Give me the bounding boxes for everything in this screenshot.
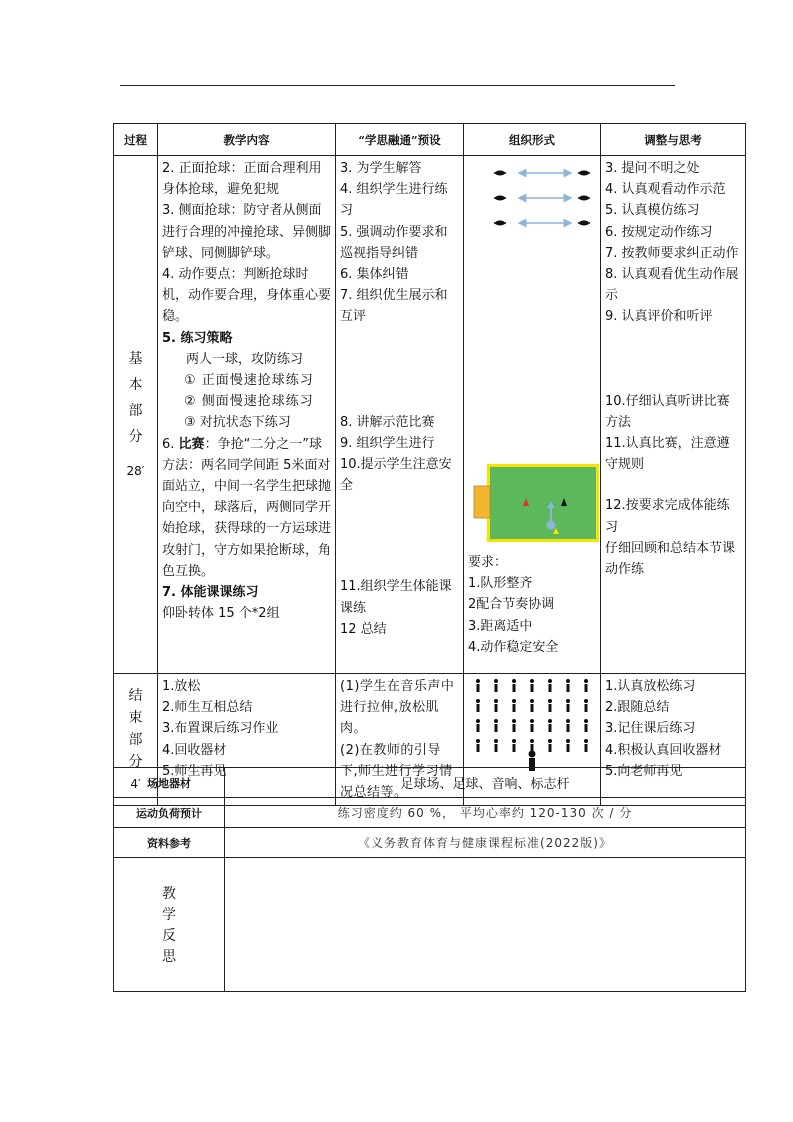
student-figure-icon [530,699,534,712]
adjust-line: 5. 认真模仿练习 [605,203,700,219]
footer-table [113,767,746,992]
preset-line: 10.提示学生注意安全 [340,457,452,494]
basic-part-row [114,156,746,674]
reflection-area[interactable] [225,858,746,992]
adjust-line: 8. 认真观看优生动作展示 [605,267,739,304]
preset-line: 4. 组织学生进行练习 [340,182,448,219]
student-figure-icon [530,679,534,692]
requirement-item: 1.队形整齐 [468,576,533,592]
load-value: 练习密度约 60 %， 平均心率约 120-130 次 / 分 [225,798,746,828]
venue-value: 足球场、足球、音响、标志杆 [225,768,746,798]
ending-content-line: 5.师生再见 [162,763,227,779]
formation-icon [464,674,601,774]
reference-row [114,828,746,858]
match-field-diagram [464,462,600,548]
table-header-row [114,124,746,156]
header-process: 过程 [114,124,158,156]
ending-preset-line: (1)学生在音乐声中进行拉伸,放松肌肉。 [340,679,455,737]
header-content: 教学内容 [158,124,336,156]
content-line: ① 正面慢速抢球练习 [184,373,314,389]
venue-row [114,768,746,798]
student-figure-icon [548,719,552,732]
header-organization: 组织形式 [464,124,601,156]
requirement-item: 3.距离适中 [468,618,533,634]
load-label: 运动负荷预计 [114,798,225,828]
ending-preset-line: (2)在教师的引导下,师生进行学习情况总结等。 [340,742,453,801]
load-row [114,798,746,828]
student-figure-icon [584,699,588,712]
adjust-line: 仔细回顾和总结本节课动作练 [605,540,736,578]
content-line: ③ 对抗状态下练习 [184,415,291,431]
preset-line: 12 总结 [340,621,387,637]
basic-content-cell [158,156,336,674]
student-figure-icon [512,699,516,712]
reflection-row [114,858,746,992]
content-line: 3. 侧面抢球：防守者从侧面进行合理的冲撞抢球、异侧脚铲球、同侧脚铲球。 [162,203,332,261]
content-line: 4. 动作要点：判断抢球时机，动作要合理，身体重心要稳。 [162,267,332,325]
student-figure-icon [494,679,498,692]
preset-line: 6. 集体纠错 [340,267,409,283]
student-figure-icon [476,739,480,752]
header-preset: “学思融通”预设 [336,124,464,156]
requirement-item: 2配合节奏协调 [468,597,555,613]
preset-line: 11.组织学生体能课课练 [340,579,452,616]
content-line: 2. 正面抢球：正面合理利用身体抢球，避免犯规 [162,161,322,198]
venue-label: 场地器材 [114,768,225,798]
content-line: 方法：两名同学间距 5米面对面站立，中间一名学生把球抛向空中，球落后，两侧同学开始抢球，获得球的一方运球进攻射门，守方如果抢断球，角色互换。 [162,457,332,579]
reflection-label: 教 学 反 思 [114,858,225,992]
preset-line: 5. 强调动作要求和巡视指导纠错 [340,224,448,261]
basic-organization-cell [464,156,601,674]
basic-adjust-cell [601,156,746,674]
content-line: ② 侧面慢速抢球练习 [184,394,314,410]
student-figure-icon [494,719,498,732]
adjust-line: 4. 认真观看动作示范 [605,182,726,198]
content-heading: 5. 练习策略 [162,330,233,346]
ending-adjust-line: 4.积极认真回收器材 [605,742,722,758]
student-figure-icon [548,699,552,712]
student-figure-icon [584,679,588,692]
requirement-item: 4.动作稳定安全 [468,639,559,655]
content-line: 仰卧转体 15 个*2组 [162,606,280,622]
preset-line: 9. 组织学生进行 [340,435,435,451]
content-heading: 7. 体能课课练习 [162,585,259,601]
student-figure-icon [476,679,480,692]
student-figure-icon [530,739,534,752]
pair-drill-icon [464,162,601,234]
student-figure-icon [494,699,498,712]
student-figure-icon [566,679,570,692]
ending-adjust-line: 5.向老师再见 [605,763,683,779]
ending-content-line: 4.回收器材 [162,742,227,758]
adjust-line: 9. 认真评价和听评 [605,309,713,325]
student-figure-icon [584,719,588,732]
ending-content-line: 2.师生互相总结 [162,700,253,716]
lesson-plan-table [113,123,746,806]
pair-drill-diagram [464,156,600,238]
basic-preset-cell [336,156,464,674]
content-line: 6. 比赛：争抢“二分之一”球 [162,436,323,452]
preset-line: 7. 组织优生展示和互评 [340,288,448,325]
soccer-field-icon [464,462,601,544]
ending-adjust-line: 1.认真放松练习 [605,679,696,694]
reference-value: 《义务教育体育与健康课程标准(2022版)》 [225,828,746,858]
student-figure-icon [476,719,480,732]
student-figure-icon [512,739,516,752]
adjust-line: 6. 按规定动作练习 [605,224,713,240]
student-figure-icon [530,719,534,732]
header-rule [120,85,675,86]
adjust-line: 11.认真比赛，注意遵守规则 [605,436,730,473]
basic-time: 28′ [126,463,145,478]
student-figure-icon [566,739,570,752]
adjust-line: 7. 按教师要求纠正动作 [605,245,739,261]
basic-part-label: 基 本 部 分 28′ [114,156,158,674]
student-figure-icon [548,679,552,692]
student-figure-icon [584,739,588,752]
student-figure-icon [566,719,570,732]
student-figure-icon [566,699,570,712]
adjust-line: 12.按要求完成体能练习 [605,498,730,535]
ending-time: 4′ [130,776,141,791]
preset-line: 3. 为学生解答 [340,161,422,176]
requirement-title: 要求： [468,555,508,570]
ending-content-line: 1.放松 [162,679,201,694]
student-figure-icon [512,719,516,732]
adjust-line: 10.仔细认真听讲比赛方法 [605,393,730,430]
ending-adjust-line: 2.跟随总结 [605,700,670,716]
student-figure-icon [512,679,516,692]
content-line: 两人一球，攻防练习 [186,351,304,367]
student-figure-icon [548,739,552,752]
ending-part-label: 结 束 部 分 4′ [114,674,158,806]
student-figure-icon [476,699,480,712]
header-adjust: 调整与思考 [601,124,746,156]
preset-line: 8. 讲解示范比赛 [340,414,435,430]
student-figure-icon [494,739,498,752]
ending-content-line: 3.布置课后练习作业 [162,721,279,737]
adjust-line: 3. 提问不明之处 [605,161,700,176]
ending-adjust-line: 3.记住课后练习 [605,721,696,737]
reference-label: 资料参考 [114,828,225,858]
